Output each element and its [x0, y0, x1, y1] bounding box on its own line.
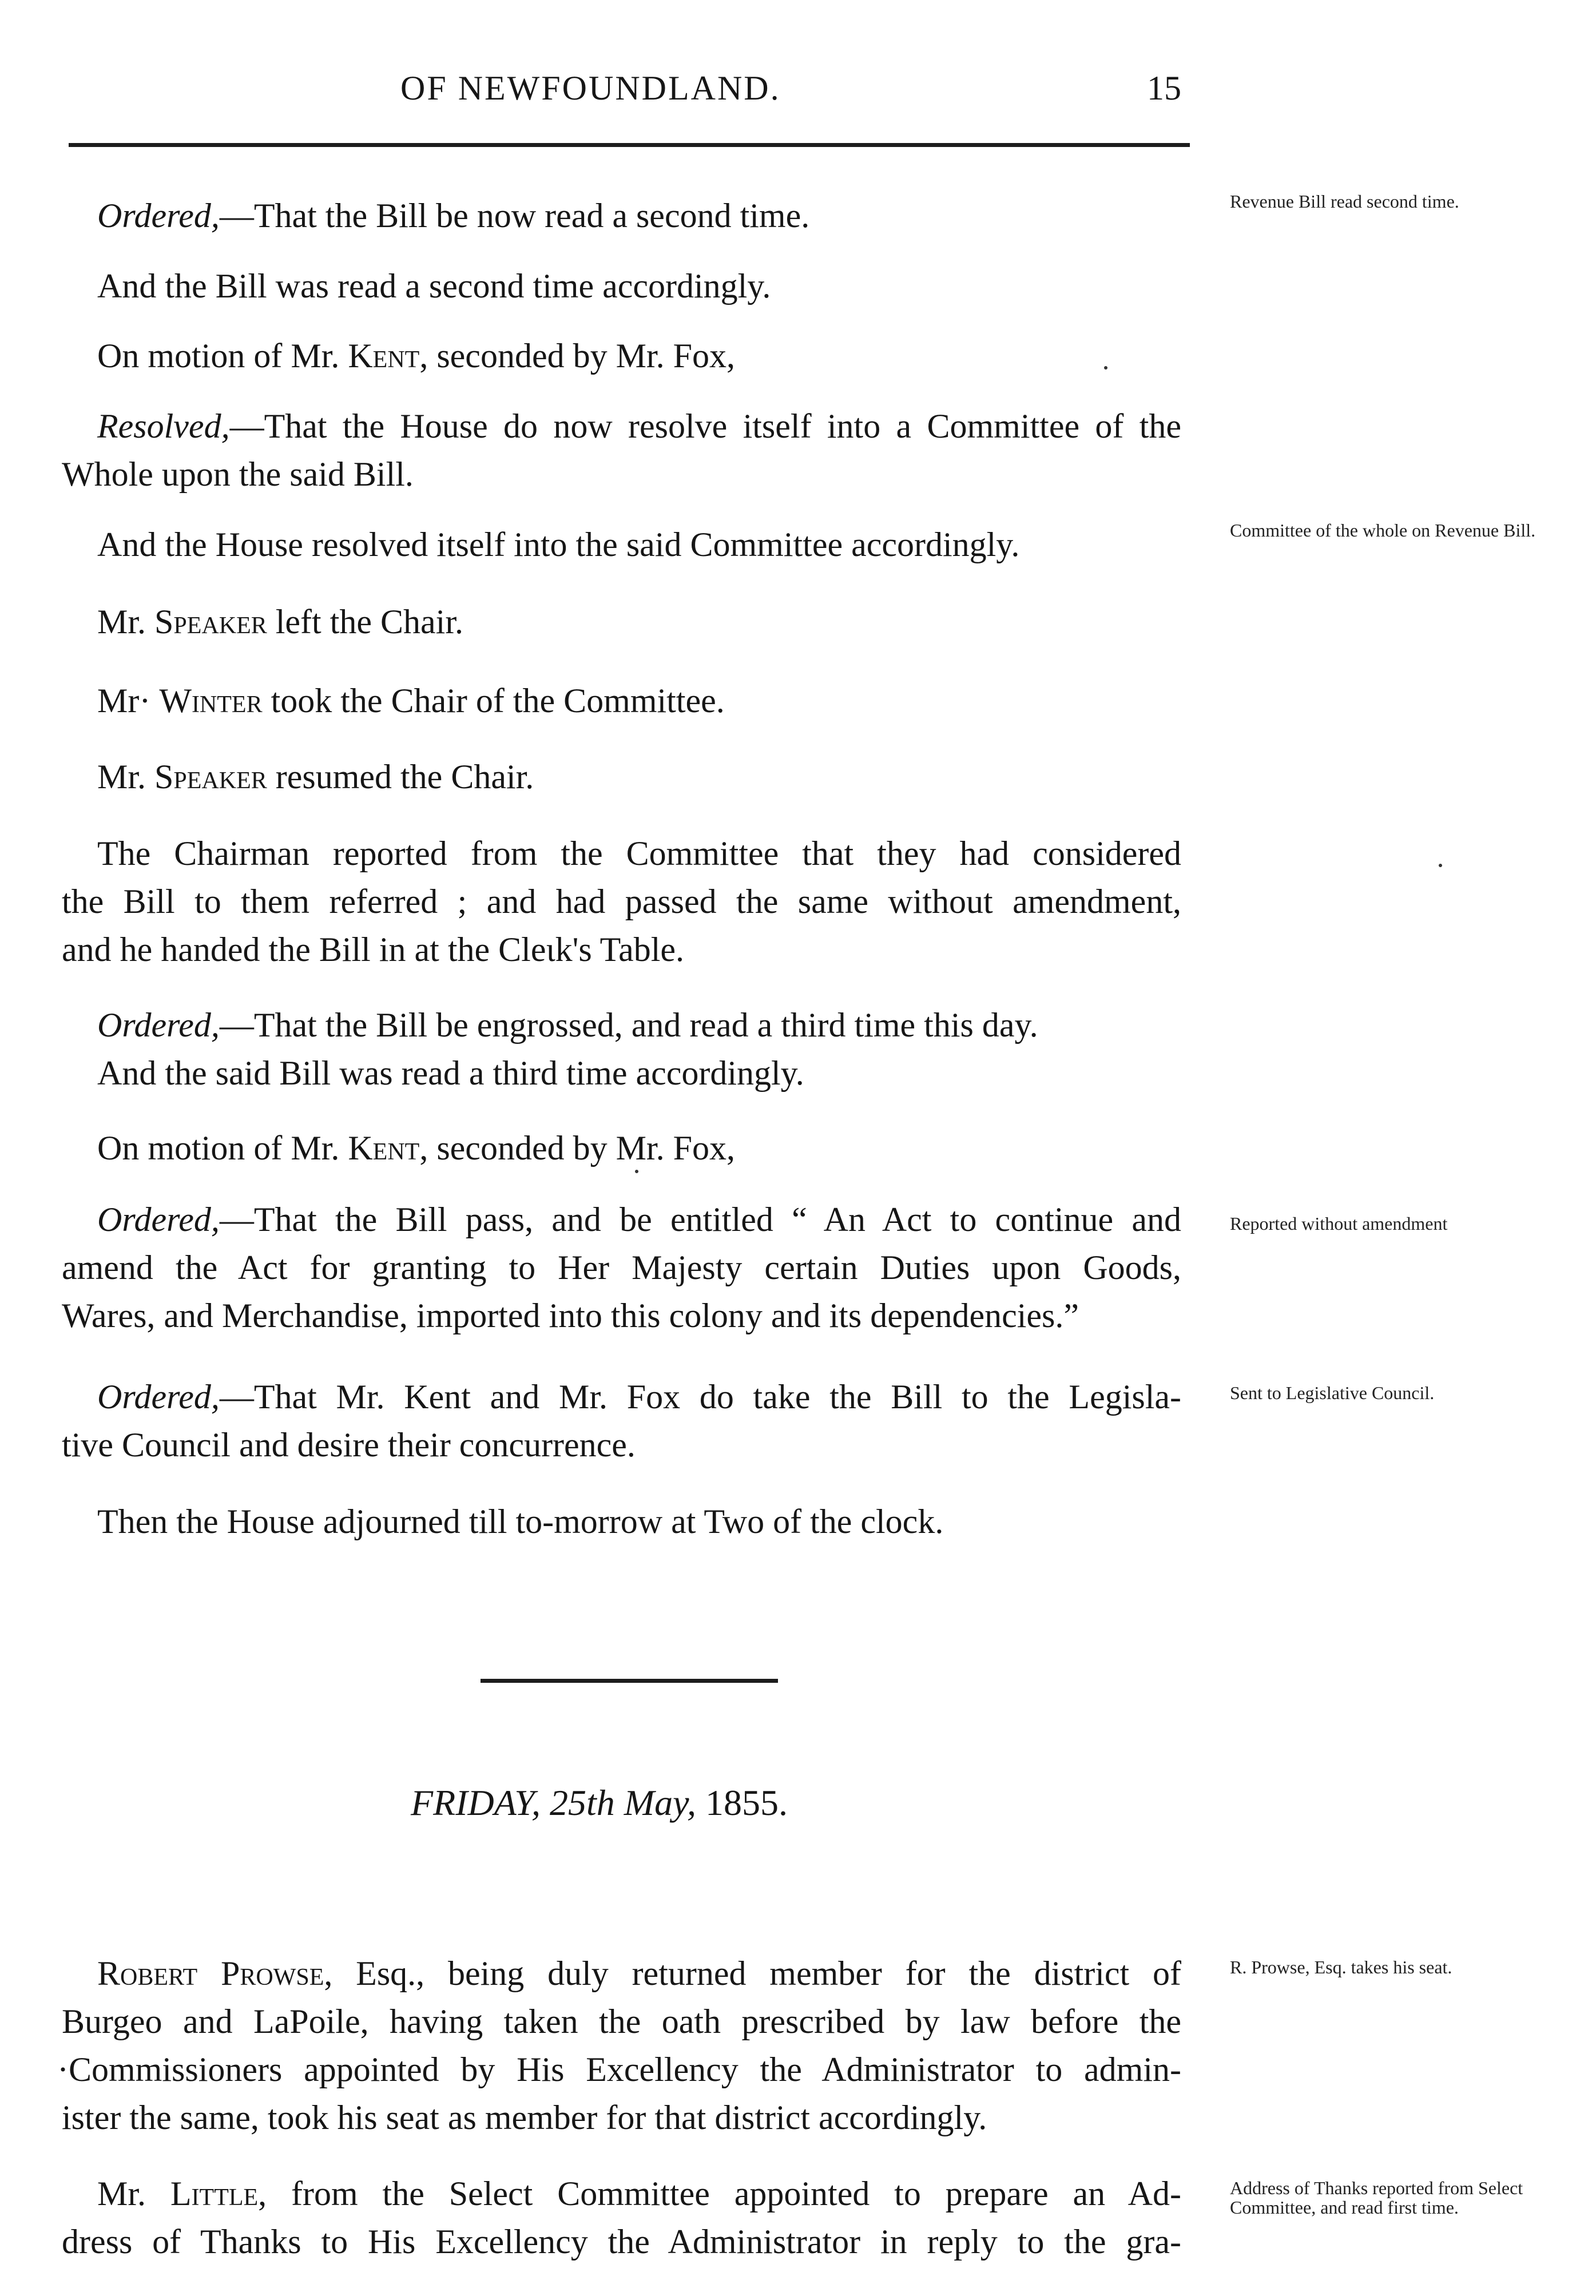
paragraph-speaker-resumed: Mr. Speaker resumed the Chair.: [97, 758, 534, 796]
running-head: OF NEWFOUNDLAND.: [400, 69, 781, 107]
scan-speck: [1439, 864, 1442, 867]
paragraph-resolved-committee: Resolved,—That the House do now resolve itself into a Committee of the: [97, 407, 1181, 445]
scan-speck: [635, 1170, 638, 1173]
resolved-label: Resolved,: [97, 407, 230, 445]
sidenote-prowse-seat: R. Prowse, Esq. takes his seat.: [1230, 1957, 1452, 1977]
paragraph-ordered-legislative-council: Ordered,—That Mr. Kent and Mr. Fox do take the Bill to the Legisla-: [97, 1378, 1181, 1416]
section-rule: [481, 1679, 778, 1683]
ordered-label: Ordered,: [97, 1378, 220, 1416]
paragraph-ordered-second-reading: Ordered,—That the Bill be now read a second time.: [97, 197, 810, 235]
sidenote-revenue-bill-second-reading: Revenue Bill read second time.: [1230, 191, 1459, 212]
paragraph-chairman-report-line3: and he handed the Bill in at the Cleιk's Table.: [62, 931, 685, 968]
paragraph-ordered-bill-pass: Ordered,—That the Bill pass, and be entitled “ An Act to continue and: [97, 1201, 1181, 1238]
page-number: 15: [1147, 69, 1181, 107]
paragraph-chairman-report-line2: the Bill to them referred ; and had passed the same without amendment,: [62, 883, 1181, 920]
paragraph-winter-chair: Mr· Winter took the Chair of the Committee.: [97, 682, 725, 720]
paragraph-little-line2: dress of Thanks to His Excellency the Administrator in reply to the gra-: [62, 2223, 1181, 2261]
paragraph-chairman-report-line1: The Chairman reported from the Committee that they had considered: [97, 835, 1181, 872]
sidenote-address-of-thanks: Address of Thanks reported from Select Committee, and read first time.: [1230, 2178, 1523, 2218]
scan-speck: [1104, 366, 1107, 370]
sidenote-committee-whole: Committee of the whole on Revenue Bill.: [1230, 520, 1536, 541]
paragraph-house-resolved: And the House resolved itself into the said Committee accordingly.: [97, 526, 1020, 563]
sidenote-sent-to-council: Sent to Legislative Council.: [1230, 1383, 1435, 1403]
paragraph-second-reading-done: And the Bill was read a second time accordingly.: [97, 267, 771, 305]
paragraph-prowse-line4: ister the same, took his seat as member for that district accordingly.: [62, 2099, 987, 2136]
date-heading: FRIDAY, 25th May, 1855.: [411, 1782, 788, 1823]
ordered-label: Ordered,: [97, 1006, 220, 1044]
paragraph-motion-kent: On motion of Mr. Kent, seconded by Mr. Fox,: [97, 337, 735, 375]
journal-page: OF NEWFOUNDLAND. 15 Ordered,—That the Bill be now read a second time. And the Bill was read a second time accordingly. On motion of Mr. Kent, seconded by Mr. Fox, Resolved,—That the House do now resolve itself into a Committee of the Whole upon the said Bill. And the House resolved itself into the said Committee accordingly. Mr. Speaker left the Chair. Mr· Winter took the Chair of the Committee. Mr. Speaker resumed the Chair. The Chairman reported from the Committee that they had considered the Bill to them referred ; and had passed the same without amendment, and he handed the Bill in at the Cleιk's Table. Ordered,—That the Bill be engrossed, and read a third time this day. And the said Bill was read a third time accordingly. On motion of Mr. Kent, seconded by Mr. Fox, Ordered,—That the Bill pass, and be entitled “ An Act to continue and amend the Act for granting to Her Majesty certain Duties upon Goods, Wares, and Merchandise, imported into this colony and its dependencies.” Ordered,—That Mr. Kent and Mr. Fox do take the Bill to the Legisla- tive Council and desire their concurrence. Then the House adjourned till to-morrow at Two of the clock. FRIDAY, 25th May, 1855. Robert Prowse, Esq., being duly returned member for the district of Burgeo and LaPoile, having taken the oath prescribed by law before the ·Commissioners appointed by His Excellency the Administrator to admin- ister the same, took his seat as member for that district accordingly. Mr. Little, from the Select Committee appointed to prepare an Ad- dress of Thanks to His Excellency the Administrator in reply to the gra- Revenue Bill read second time. Committee of the whole on Revenue Bill. Reported without amendment Sent to Legislative Council. R. Prowse, Esq. takes his seat. Address of Thanks reported from Select Committee, and read first time.: [0, 0, 1596, 2296]
paragraph-house-adjourned: Then the House adjourned till to-morrow at Two of the clock.: [97, 1503, 944, 1540]
ordered-label: Ordered,: [97, 1201, 220, 1238]
ordered-label: Ordered,: [97, 197, 220, 235]
sidenote-reported-without-amendment: Reported without amendment: [1230, 1213, 1448, 1234]
paragraph-speaker-left: Mr. Speaker left the Chair.: [97, 603, 463, 641]
paragraph-motion-kent-2: On motion of Mr. Kent, seconded by Mr. Fox,: [97, 1129, 735, 1167]
paragraph-prowse-line1: Robert Prowse, Esq., being duly returned member for the district of: [97, 1955, 1181, 1992]
header-rule: [69, 143, 1190, 147]
paragraph-prowse-line2: Burgeo and LaPoile, having taken the oath prescribed by law before the: [62, 2003, 1181, 2040]
paragraph-prowse-line3: ·Commissioners appointed by His Excellency the Administrator to admin-: [57, 2051, 1181, 2088]
paragraph-little-line1: Mr. Little, from the Select Committee appointed to prepare an Ad-: [97, 2175, 1181, 2212]
paragraph-ordered-engrossed: Ordered,—That the Bill be engrossed, and read a third time this day.: [97, 1006, 1038, 1044]
